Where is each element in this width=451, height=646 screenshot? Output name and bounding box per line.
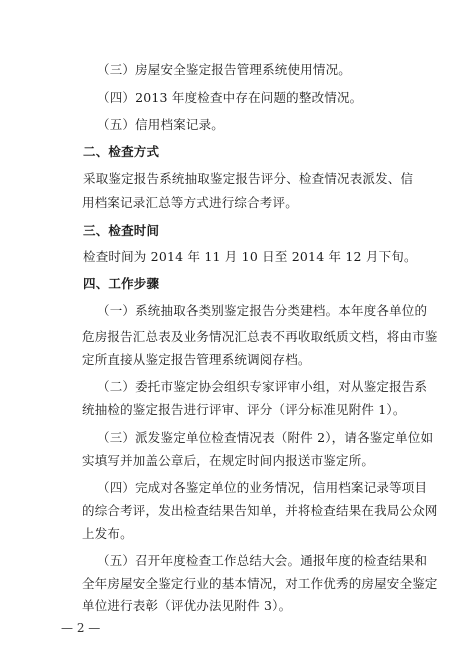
item-5-credit-records: （五）信用档案记录。 [97, 117, 225, 132]
step-4-line-1: （四）完成对各鉴定单位的业务情况，信用档案记录等项目 [97, 480, 428, 495]
step-4-line-2: 的综合考评，发出检查结果告知单，并将检查结果在我局公众网 [82, 503, 438, 518]
step-1-line-2: 危房报告汇总表及业务情况汇总表不再收取纸质文档，将由市鉴 [82, 329, 438, 344]
paragraph-inspection-method-line-1: 采取鉴定报告系统抽取鉴定报告评分、检查情况表派发、信 [83, 171, 414, 186]
step-2-line-2: 统抽检的鉴定报告进行评审、评分（评分标准见附件 1）。 [82, 402, 406, 417]
section-heading-inspection-method: 二、检查方式 [83, 144, 160, 159]
step-5-line-3: 单位进行表彰（评优办法见附件 3）。 [82, 598, 292, 613]
step-2-line-1: （二）委托市鉴定协会组织专家评审小组，对从鉴定报告系 [97, 379, 428, 394]
step-5-line-2: 全年房屋安全鉴定行业的基本情况，对工作优秀的房屋安全鉴定 [82, 576, 438, 591]
step-4-line-3: 上发布。 [82, 526, 133, 541]
item-3-system-usage: （三）房屋安全鉴定报告管理系统使用情况。 [97, 62, 352, 77]
section-heading-work-steps: 四、工作步骤 [83, 276, 160, 291]
item-4-rectification: （四）2013 年度检查中存在问题的整改情况。 [97, 90, 363, 105]
section-heading-inspection-time: 三、检查时间 [83, 223, 160, 238]
paragraph-inspection-time: 检查时间为 2014 年 11 月 10 日至 2014 年 12 月下旬。 [83, 249, 417, 264]
step-3-line-2: 实填写并加盖公章后，在规定时间内报送市鉴定所。 [82, 453, 375, 468]
step-1-line-3: 定所直接从鉴定报告管理系统调阅存档。 [82, 352, 311, 367]
page-number: — 2 — [61, 621, 101, 635]
paragraph-inspection-method-line-2: 用档案记录汇总等方式进行综合考评。 [82, 195, 298, 210]
step-3-line-1: （三）派发鉴定单位检查情况表（附件 2），请各鉴定单位如 [97, 430, 434, 445]
step-5-line-1: （五）召开年度检查工作总结大会。通报年度的检查结果和 [97, 553, 428, 568]
step-1-line-1: （一）系统抽取各类别鉴定报告分类建档。本年度各单位的 [97, 303, 428, 318]
